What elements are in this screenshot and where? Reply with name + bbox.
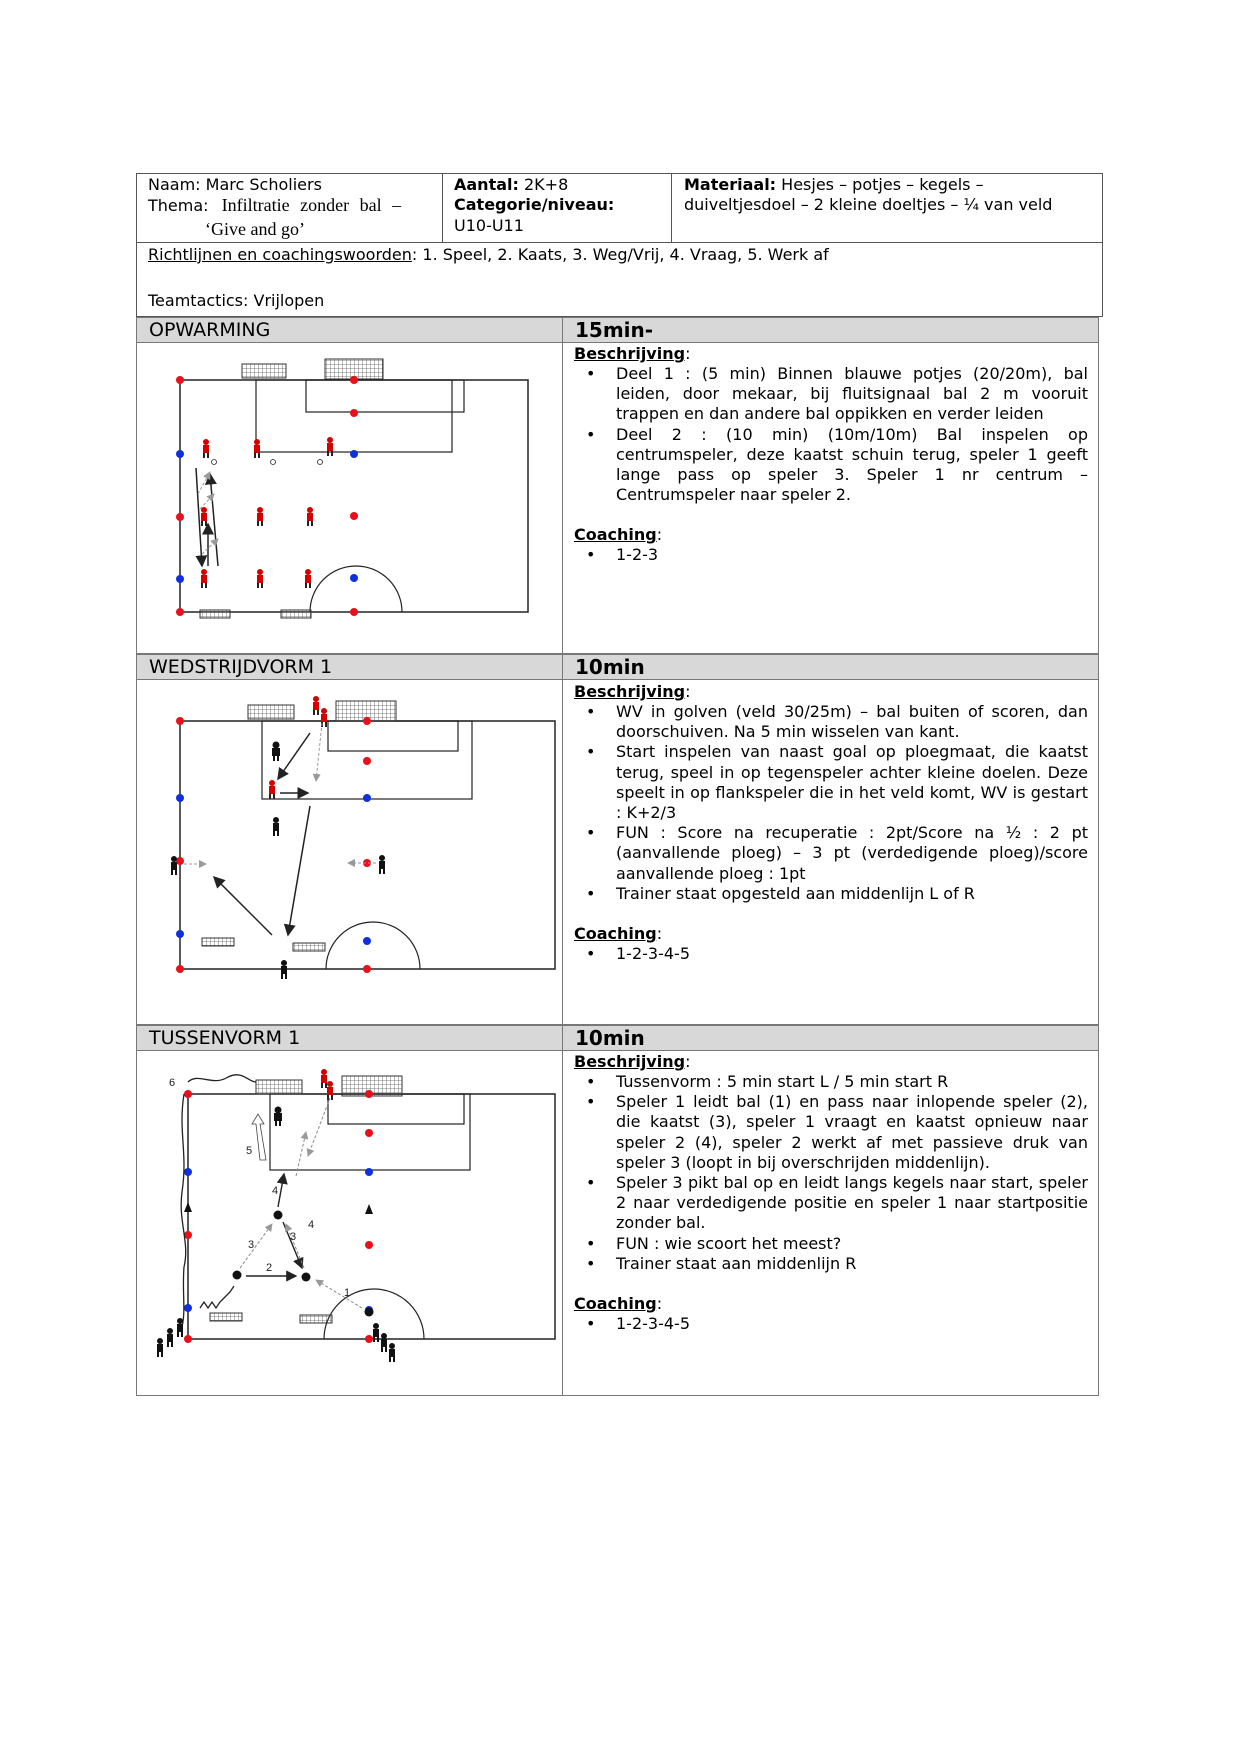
categorie-label: Categorie/niveau: — [454, 195, 615, 214]
naam-value: Marc Scholiers — [205, 175, 322, 194]
header-divider-v1 — [442, 173, 443, 243]
bullet: • Trainer staat aan middenlijn R — [616, 1254, 1088, 1274]
coaching-item: • 1-2-3-4-5 — [616, 1314, 1088, 1334]
section-2-title: WEDSTRIJDVORM 1 — [136, 654, 563, 680]
richtlijnen-label: Richtlijnen en coachingswoorden — [148, 245, 412, 264]
materiaal-value: Hesjes – potjes – kegels – — [781, 175, 984, 194]
richtlijnen-line — [148, 245, 829, 265]
section-3-time: 10min — [562, 1025, 1099, 1051]
materiaal-value-2: duiveltjesdoel – 2 kleine doeltjes – ¼ van veld — [684, 195, 1053, 214]
bullet: • Deel 2 : (10 min) (10m/10m) Bal inspelen op centrumspeler, deze kaatst schuin terug, speler 1 geeft lange pass op speler 3. Speler 1 nr centrum – Centrumspeler naar speler 2. — [616, 425, 1088, 506]
aantal-label: Aantal: — [454, 175, 519, 194]
num-4b: 4 — [308, 1219, 315, 1231]
section-3-text: Beschrijving: • Tussenvorm : 5 min start L / 5 min start R • Speler 1 leidt bal (1) en pass naar inlopende speler (2), die kaatst (3), speler 1 vraagt en kaatst opnieuw naar speler 2 (4), speler 2 werkt af met passieve druk van speler 3 (loopt in bij overschrijden middenlijn). • Speler 3 pikt bal op en leidt langs kegels naar start, speler 2 naar verdedigende positie en speler 1 naar startpositie zonder bal. • FUN : wie scoort het meest? • Trainer staat aan middenlijn R Coaching: • 1-2-3-4-5 — [574, 1052, 1088, 1334]
bullet: • WV in golven (veld 30/25m) – bal buiten of scoren, dan doorschuiven. Na 5 min wisselen van kant. — [616, 702, 1088, 742]
num-4a: 4 — [272, 1185, 279, 1197]
bullet: • FUN : Score na recuperatie : 2pt/Score na ½ : 2 pt (aanvallende ploeg) – 3 pt (verdedigende ploeg)/score aanvallende ploeg : 1pt — [616, 823, 1088, 884]
section-2-bullets — [574, 702, 1088, 904]
section-2-diagram — [138, 681, 561, 1023]
header-divider-v2 — [671, 173, 672, 243]
materiaal-line — [684, 175, 984, 195]
naam-label: Naam: — [148, 175, 201, 194]
bullet: • Tussenvorm : 5 min start L / 5 min start R — [616, 1072, 1088, 1092]
header-divider-h — [136, 242, 1103, 243]
section-3-coaching — [574, 1314, 1088, 1334]
thema-line — [148, 195, 438, 216]
num-1: 1 — [344, 1287, 351, 1299]
section-1-time: 15min- — [562, 317, 1099, 343]
teamtactics: Teamtactics: Vrijlopen — [148, 291, 325, 310]
beschrijving-label: Beschrijving — [574, 344, 686, 363]
num-5: 5 — [246, 1145, 253, 1157]
section-2-text: Beschrijving: • WV in golven (veld 30/25m) – bal buiten of scoren, dan doorschuiven. Na 5 min wisselen van kant. • Start inspelen van naast goal op ploegmaat, die kaatst terug, speel in op tegenspeler achter kleine doelen. Deze speelt in op flankspeler die in het veld komt, WV is gestart : K+2/3 • FUN : Score na recuperatie : 2pt/Score na ½ : 2 pt (aanvallende ploeg) – 3 pt (verdedigende ploeg)/score aanvallende ploeg : 1pt • Trainer staat opgesteld aan middenlijn L of R Coaching: • 1-2-3-4-5 — [574, 682, 1088, 964]
beschrijving-label: Beschrijving — [574, 1052, 686, 1071]
coaching-label: Coaching — [574, 1294, 657, 1314]
coaching-item: • 1-2-3-4-5 — [616, 944, 1088, 964]
bullet: • Speler 1 leidt bal (1) en pass naar inlopende speler (2), die kaatst (3), speler 1 vraagt en kaatst opnieuw naar speler 2 (4), speler 2 werkt af met passieve druk van speler 3 (loopt in bij overschrijden middenlijn). — [616, 1092, 1088, 1173]
num-2: 2 — [266, 1262, 273, 1274]
aantal-value: 2K+8 — [524, 175, 569, 194]
section-1-bullets — [574, 364, 1088, 505]
coaching-label: Coaching — [574, 525, 657, 545]
section-1-text: Beschrijving: • Deel 1 : (5 min) Binnen blauwe potjes (20/20m), bal leiden, door mekaar, bij fluitsignaal bal 2 m vooruit trappen en dan andere bal oppikken en verder leiden • Deel 2 : (10 min) (10m/10m) Bal inspelen op centrumspeler, deze kaatst schuin terug, speler 1 geeft lange pass op speler 3. Speler 1 nr centrum – Centrumspeler naar speler 2. Coaching: • 1-2-3 — [574, 344, 1088, 566]
section-2-time: 10min — [562, 654, 1099, 680]
num-3b: 3 — [290, 1231, 297, 1243]
categorie-value: U10-U11 — [454, 216, 524, 235]
bullet: • FUN : wie scoort het meest? — [616, 1234, 1088, 1254]
beschrijving-label: Beschrijving — [574, 682, 686, 701]
coaching-item: • 1-2-3 — [616, 545, 1088, 565]
section-1-diagram — [138, 344, 561, 652]
bullet: • Start inspelen van naast goal op ploegmaat, die kaatst terug, speel in op tegenspeler achter kleine doelen. Deze speelt in op flankspeler die in het veld komt, WV is gestart : K+2/3 — [616, 742, 1088, 823]
thema-value-2: ‘Give and go’ — [205, 219, 305, 239]
richtlijnen-value: : 1. Speel, 2. Kaats, 3. Weg/Vrij, 4. Vraag, 5. Werk af — [411, 245, 829, 264]
thema-value: Infiltratie zonder bal – — [221, 195, 402, 215]
bullet: • Deel 1 : (5 min) Binnen blauwe potjes (20/20m), bal leiden, door mekaar, bij fluitsignaal bal 2 m vooruit trappen en dan andere bal oppikken en verder leiden — [616, 364, 1088, 425]
thema-label: Thema: — [148, 196, 209, 215]
section-2-coaching — [574, 944, 1088, 964]
section-1-title: OPWARMING — [136, 317, 563, 343]
section-3-diagram — [138, 1052, 561, 1394]
bullet: • Speler 3 pikt bal op en leidt langs kegels naar start, speler 2 naar verdedigende positie en speler 1 naar startpositie zonder bal. — [616, 1173, 1088, 1234]
coaching-label: Coaching — [574, 924, 657, 944]
materiaal-label: Materiaal: — [684, 175, 777, 194]
num-3a: 3 — [248, 1239, 255, 1251]
bullet: • Trainer staat opgesteld aan middenlijn L of R — [616, 884, 1088, 904]
naam-line — [148, 175, 438, 195]
aantal-line — [454, 175, 568, 195]
num-6: 6 — [169, 1077, 176, 1089]
section-3-title: TUSSENVORM 1 — [136, 1025, 563, 1051]
section-1-coaching — [574, 545, 1088, 565]
section-3-bullets — [574, 1072, 1088, 1274]
